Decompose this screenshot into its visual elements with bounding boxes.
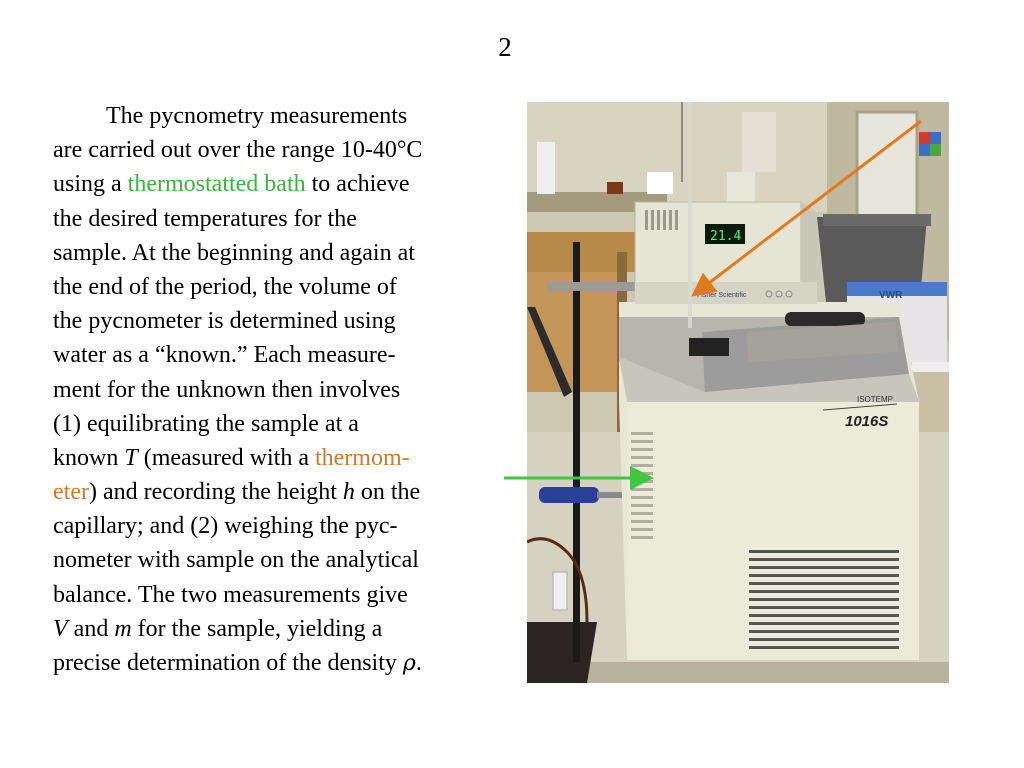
vwr-box-label: VWR: [879, 290, 903, 301]
text-line: (1) equilibrating the sample at a: [53, 410, 359, 437]
text-segment: .: [415, 650, 422, 676]
text-line: balance. The two measurements give: [53, 581, 408, 608]
text-segment: using a: [53, 171, 128, 198]
text-line: water as a “known.” Each measure-: [53, 342, 396, 369]
variable-rho: ρ: [402, 651, 416, 676]
orange-arrow-icon: [696, 121, 921, 293]
text-segment: ) and recording the height: [88, 479, 343, 506]
text-segment: to achieve: [305, 171, 410, 198]
text-line: sample. At the beginning and again at: [53, 239, 415, 266]
text-segment: on the: [354, 479, 421, 506]
fisher-panel-label: Fisher Scientific: [697, 292, 747, 299]
text-line: the desired temperatures for the: [53, 205, 357, 232]
text-line: ment for the unknown then involves: [53, 376, 401, 403]
text-segment: (measured with a: [137, 444, 315, 471]
text-line: the end of the period, the volume of: [53, 273, 397, 300]
text-segment: and: [67, 615, 115, 642]
thermostatted-bath-highlight: thermostatted bath: [127, 171, 306, 198]
text-line: are carried out over the range 10-40°C: [53, 137, 423, 164]
thermometer-highlight: thermom-: [314, 444, 410, 471]
variable-V: V: [53, 615, 68, 642]
text-segment: for the sample, yielding a: [131, 615, 383, 642]
text-line: capillary; and (2) weighing the pyc-: [53, 513, 398, 540]
thermometer-highlight: eter: [53, 479, 89, 506]
variable-h: h: [342, 479, 355, 506]
text-segment: precise determination of the density: [53, 650, 403, 676]
text-segment: known: [53, 444, 125, 471]
variable-T: T: [124, 444, 138, 471]
page-number: 2: [498, 32, 512, 62]
variable-m: m: [114, 615, 132, 642]
model-brand-label: ISOTEMP: [857, 395, 894, 404]
text-line: nometer with sample on the analytical: [53, 547, 419, 574]
model-number-label: 1016S: [845, 413, 889, 430]
text-line: the pycnometer is determined using: [53, 308, 396, 335]
text-line: The pycnometry measurements: [106, 103, 408, 129]
temperature-display-readout: 21.4: [710, 229, 742, 244]
